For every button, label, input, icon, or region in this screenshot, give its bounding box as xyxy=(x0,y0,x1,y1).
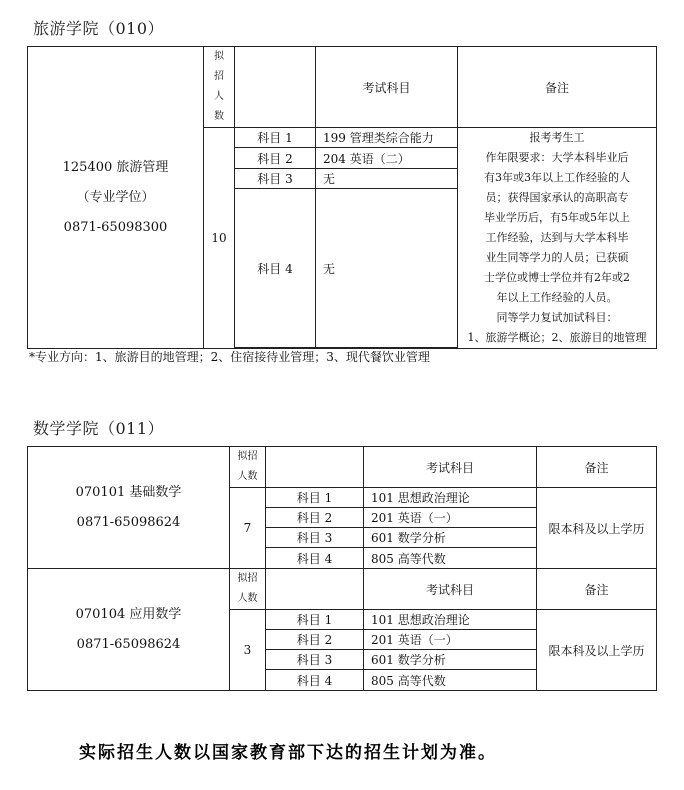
major-phone: 0871-65098300 xyxy=(63,219,168,235)
subject-value: 805 高等代数 xyxy=(364,670,537,691)
tourism-major-cell xyxy=(28,47,204,349)
remarks-header: 备注 xyxy=(537,569,657,610)
quota-header: 拟招 人数 xyxy=(230,447,266,488)
subject-label: 科目 2 xyxy=(235,148,316,168)
tourism-table xyxy=(27,46,657,349)
subject-value: 101 思想政治理论 xyxy=(364,488,537,508)
subject-value: 601 数学分析 xyxy=(364,528,537,548)
empty-header xyxy=(235,47,316,128)
tourism-section-title: 旅游学院（010） xyxy=(33,19,165,38)
empty-header xyxy=(266,569,364,610)
exam-subjects-header: 考试科目 xyxy=(316,47,458,128)
subject-value: 无 xyxy=(316,168,458,188)
subject-value: 601 数学分析 xyxy=(364,650,537,670)
subject-label: 科目 4 xyxy=(266,670,364,691)
major-code-name: 125400 旅游管理 xyxy=(62,159,169,175)
tourism-quota: 10 xyxy=(204,128,235,349)
major-phone: 0871-65098624 xyxy=(76,636,181,652)
subject-value: 无 xyxy=(316,189,458,348)
math-quota: 3 xyxy=(230,610,266,691)
tourism-remarks: 报考考生工 作年限要求：大学本科毕业后 有3年或3年以上工作经验的人 员；获得国家承认的高职高专 毕业学历后，有5年或5年以上 工作经验，达到与大学本科毕 业生同等学力的人员；已获硕 士学位或博士学位并有2年或2 年以上工作经验的人员。 同等学力复试加试科目： 1、旅游学概论；2、旅游目的地管理 xyxy=(458,128,657,349)
exam-subjects-header: 考试科目 xyxy=(364,569,537,610)
subject-value: 199 管理类综合能力 xyxy=(316,128,458,148)
math-quota: 7 xyxy=(230,488,266,569)
subject-label: 科目 4 xyxy=(266,548,364,569)
subject-value: 101 思想政治理论 xyxy=(364,610,537,630)
enrollment-note: 实际招生人数以国家教育部下达的招生计划为准。 xyxy=(79,743,497,763)
major-phone: 0871-65098624 xyxy=(76,514,181,530)
major-degree: （专业学位） xyxy=(76,189,155,205)
tourism-footnote: *专业方向：1、旅游目的地管理；2、住宿接待业管理；3、现代餐饮业管理 xyxy=(29,350,430,364)
major-code-name: 070101 基础数学 xyxy=(75,484,182,500)
subject-label: 科目 2 xyxy=(266,508,364,528)
subject-label: 科目 3 xyxy=(266,528,364,548)
subject-label: 科目 3 xyxy=(235,168,316,188)
exam-subjects-header: 考试科目 xyxy=(364,447,537,488)
math-remark: 限本科及以上学历 xyxy=(537,488,657,569)
subject-label: 科目 1 xyxy=(266,488,364,508)
subject-label: 科目 1 xyxy=(235,128,316,148)
major-code-name: 070104 应用数学 xyxy=(75,606,182,622)
subject-label: 科目 4 xyxy=(235,189,316,348)
quota-header: 拟 招 人 数 xyxy=(204,47,235,128)
quota-header: 拟招 人数 xyxy=(230,569,266,610)
subject-value: 204 英语（二） xyxy=(316,148,458,168)
subject-value: 805 高等代数 xyxy=(364,548,537,569)
math-remark: 限本科及以上学历 xyxy=(537,610,657,691)
subject-value: 201 英语（一） xyxy=(364,508,537,528)
remarks-header: 备注 xyxy=(537,447,657,488)
math-major-cell xyxy=(28,569,230,691)
subject-label: 科目 2 xyxy=(266,630,364,650)
math-section-title: 数学学院（011） xyxy=(33,419,165,438)
math-table xyxy=(27,446,657,691)
subject-label: 科目 1 xyxy=(266,610,364,630)
subject-value: 201 英语（一） xyxy=(364,630,537,650)
math-major-cell xyxy=(28,447,230,569)
remarks-header: 备注 xyxy=(458,47,657,128)
subject-label: 科目 3 xyxy=(266,650,364,670)
empty-header xyxy=(266,447,364,488)
